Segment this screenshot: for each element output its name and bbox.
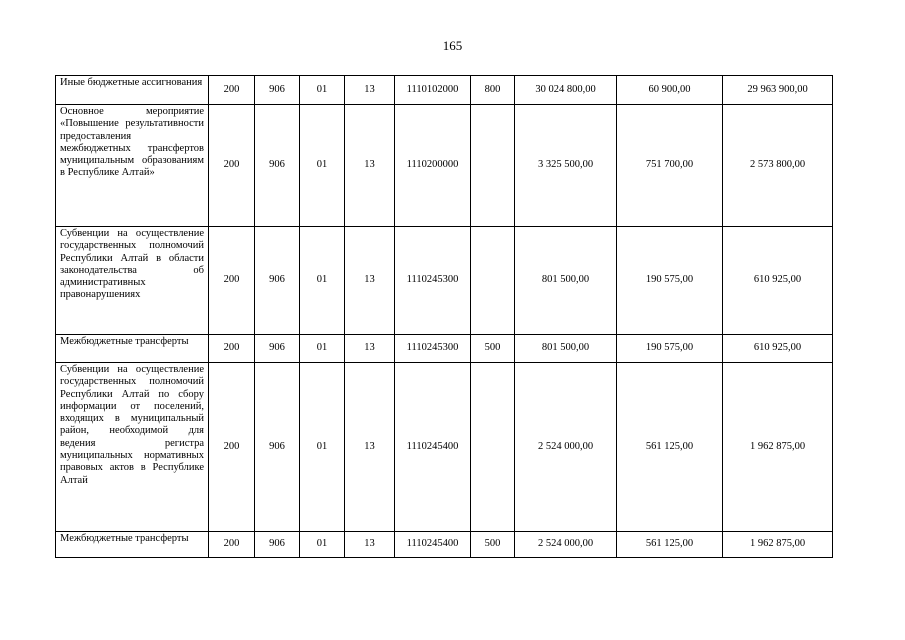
cell-target-article: 1110245400 xyxy=(395,363,471,532)
cell-amount-total: 30 024 800,00 xyxy=(515,76,617,105)
cell-amount-total: 3 325 500,00 xyxy=(515,105,617,227)
cell-amount-2: 751 700,00 xyxy=(617,105,723,227)
cell-expense-type xyxy=(471,227,515,335)
cell-admin: 200 xyxy=(209,532,255,558)
cell-section: 01 xyxy=(300,363,345,532)
table-row xyxy=(56,105,833,227)
table-row xyxy=(56,532,833,558)
cell-subsection: 13 xyxy=(345,532,395,558)
cell-amount-3: 1 962 875,00 xyxy=(723,532,833,558)
cell-section: 01 xyxy=(300,105,345,227)
page-number: 165 xyxy=(442,38,463,53)
cell-ministry: 906 xyxy=(255,76,300,105)
cell-expense-type xyxy=(471,363,515,532)
row-name-cell xyxy=(56,335,209,363)
cell-section: 01 xyxy=(300,76,345,105)
budget-table xyxy=(55,75,833,558)
cell-ministry: 906 xyxy=(255,335,300,363)
cell-ministry: 906 xyxy=(255,227,300,335)
row-name: Межбюджетные трансферты xyxy=(60,336,189,347)
cell-amount-3: 29 963 900,00 xyxy=(723,76,833,105)
row-name: Основное мероприятие «Повышение результативности предоставления межбюджетных трансфертов муниципальным образованиям в Республике Алтай» xyxy=(60,106,204,179)
cell-amount-total: 2 524 000,00 xyxy=(515,363,617,532)
row-name-cell xyxy=(56,76,209,105)
cell-amount-2: 561 125,00 xyxy=(617,363,723,532)
row-name: Субвенции на осуществление государственных полномочий Республики Алтай по сбору информации от поселений, входящих в муниципальный район, необходимой для ведения регистра муниципальных нормативных правовых актов в Республике Алтай xyxy=(60,364,204,486)
cell-admin: 200 xyxy=(209,76,255,105)
cell-amount-2: 190 575,00 xyxy=(617,335,723,363)
cell-amount-3: 610 925,00 xyxy=(723,335,833,363)
cell-target-article: 1110245300 xyxy=(395,335,471,363)
table-row xyxy=(56,227,833,335)
cell-expense-type xyxy=(471,105,515,227)
cell-subsection: 13 xyxy=(345,76,395,105)
cell-amount-3: 610 925,00 xyxy=(723,227,833,335)
cell-target-article: 1110245300 xyxy=(395,227,471,335)
cell-amount-total: 2 524 000,00 xyxy=(515,532,617,558)
cell-admin: 200 xyxy=(209,335,255,363)
table-row xyxy=(56,363,833,532)
row-name: Межбюджетные трансферты xyxy=(60,533,189,544)
cell-section: 01 xyxy=(300,532,345,558)
cell-amount-3: 1 962 875,00 xyxy=(723,363,833,532)
cell-target-article: 1110102000 xyxy=(395,76,471,105)
cell-ministry: 906 xyxy=(255,105,300,227)
cell-amount-total: 801 500,00 xyxy=(515,227,617,335)
cell-subsection: 13 xyxy=(345,363,395,532)
row-name-cell xyxy=(56,532,209,558)
cell-subsection: 13 xyxy=(345,335,395,363)
cell-subsection: 13 xyxy=(345,105,395,227)
cell-target-article: 1110245400 xyxy=(395,532,471,558)
cell-amount-total: 801 500,00 xyxy=(515,335,617,363)
cell-amount-3: 2 573 800,00 xyxy=(723,105,833,227)
cell-target-article: 1110200000 xyxy=(395,105,471,227)
row-name: Иные бюджетные ассигнования xyxy=(60,77,203,88)
table-row xyxy=(56,335,833,363)
cell-section: 01 xyxy=(300,227,345,335)
row-name: Субвенции на осуществление государственных полномочий Республики Алтай в области законодательства об административных правонарушениях xyxy=(60,228,204,301)
cell-section: 01 xyxy=(300,335,345,363)
cell-ministry: 906 xyxy=(255,363,300,532)
table-row xyxy=(56,76,833,105)
row-name-cell xyxy=(56,105,209,227)
cell-amount-2: 60 900,00 xyxy=(617,76,723,105)
cell-admin: 200 xyxy=(209,363,255,532)
row-name-cell xyxy=(56,363,209,532)
cell-admin: 200 xyxy=(209,105,255,227)
cell-amount-2: 190 575,00 xyxy=(617,227,723,335)
cell-admin: 200 xyxy=(209,227,255,335)
cell-subsection: 13 xyxy=(345,227,395,335)
cell-ministry: 906 xyxy=(255,532,300,558)
row-name-cell xyxy=(56,227,209,335)
cell-expense-type: 500 xyxy=(471,335,515,363)
cell-amount-2: 561 125,00 xyxy=(617,532,723,558)
cell-expense-type: 500 xyxy=(471,532,515,558)
cell-expense-type: 800 xyxy=(471,76,515,105)
